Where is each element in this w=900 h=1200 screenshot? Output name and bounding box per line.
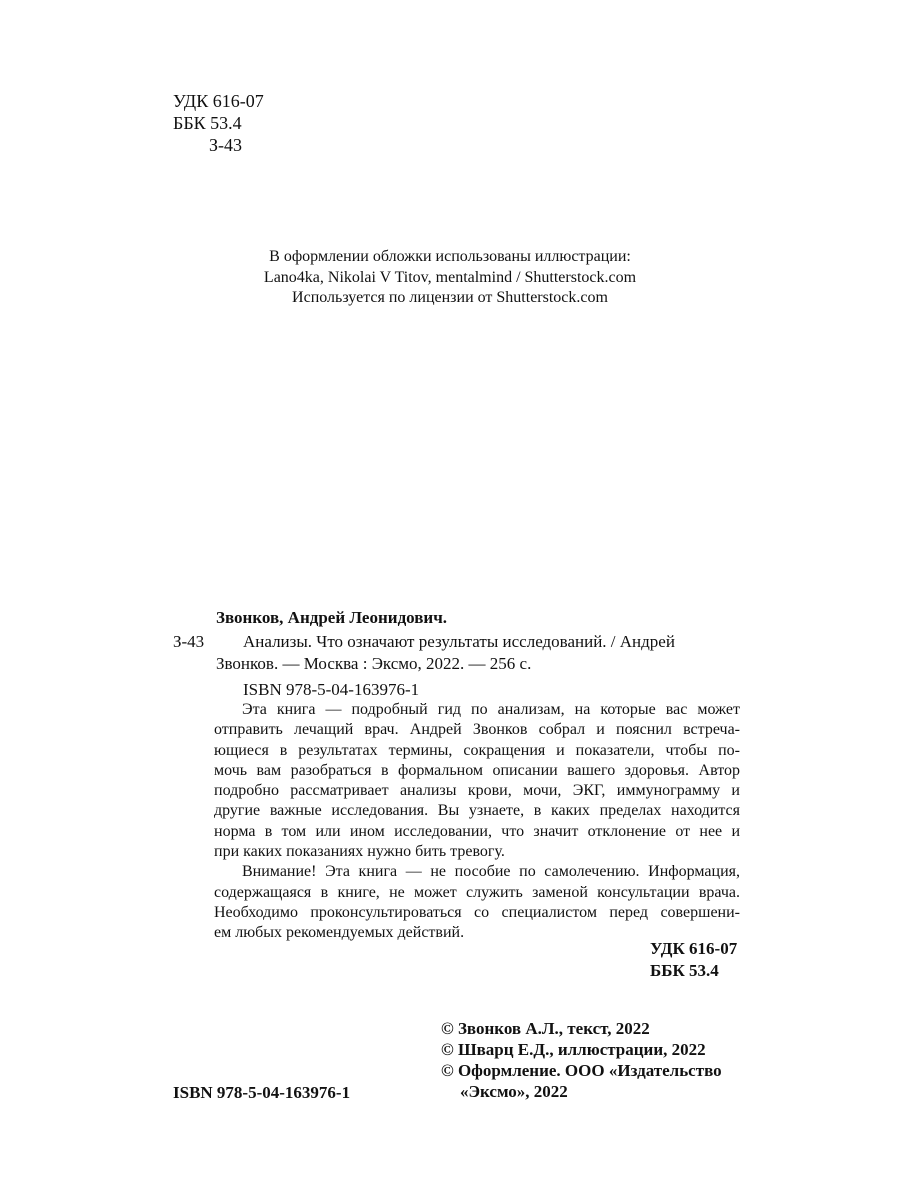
credits-line: Используется по лицензии от Shutterstock.com: [292, 289, 608, 306]
footer-isbn: ISBN 978-5-04-163976-1: [173, 1083, 351, 1102]
bbk-code-right: ББК 53.4: [650, 961, 719, 980]
record-author-mark: З-43: [173, 632, 205, 651]
credits-line: В оформлении обложки использованы иллюстрации:: [269, 248, 631, 265]
record-isbn: ISBN 978-5-04-163976-1: [243, 680, 420, 699]
copyright-line: © Шварц Е.Д., иллюстрации, 2022: [441, 1040, 706, 1059]
copyright-line: © Оформление. ООО «Издательство: [441, 1061, 722, 1080]
annotation-line: содержащаяся в книге, не может служить заменой консультации врача.: [214, 883, 740, 901]
annotation-line: подробно рассматривает анализы крови, мочи, ЭКГ, иммунограмму и: [214, 782, 740, 800]
author-mark: З-43: [209, 135, 243, 155]
annotation-line: мочь вам разобраться в формальном описании вашего здоровья. Автор: [214, 761, 740, 779]
annotation-line: ем любых рекомендуемых действий.: [214, 924, 465, 942]
copyright-line: «Эксмо», 2022: [460, 1082, 568, 1101]
annotation-line: отправить лечащий врач. Андрей Звонков собрал и пояснил встреча-: [214, 721, 740, 739]
record-title-line: Звонков. — Москва : Эксмо, 2022. — 256 с.: [216, 654, 532, 673]
author-heading: Звонков, Андрей Леонидович.: [216, 608, 448, 627]
annotation-line: другие важные исследования. Вы узнаете, в каких пределах находится: [214, 802, 740, 820]
illustration-credits: [150, 247, 750, 309]
copyright-line: © Звонков А.Л., текст, 2022: [441, 1019, 650, 1038]
annotation-line: Эта книга — подробный гид по анализам, на которые вас может: [242, 701, 740, 718]
annotation-line: при каких показаниях нужно бить тревогу.: [214, 843, 505, 861]
record-title-line: Анализы. Что означают результаты исследований. / Андрей: [243, 632, 675, 651]
annotation-line: Необходимо проконсультироваться со специалистом перед совершени-: [214, 903, 740, 921]
annotation-line: норма в том или ином исследовании, что значит отклонение от нее и: [214, 822, 740, 840]
annotation-line: Внимание! Эта книга — не пособие по самолечению. Информация,: [242, 863, 740, 881]
annotation-line: ющиеся в результатах термины, сокращения и показатели, чтобы по-: [214, 741, 740, 759]
annotation: [214, 700, 740, 944]
udk-code-right: УДК 616-07: [650, 939, 738, 958]
bbk-code: ББК 53.4: [173, 113, 242, 133]
udk-code: УДК 616-07: [173, 91, 264, 111]
credits-line: Lano4ka, Nikolai V Titov, mentalmind / Shutterstock.com: [263, 268, 637, 286]
